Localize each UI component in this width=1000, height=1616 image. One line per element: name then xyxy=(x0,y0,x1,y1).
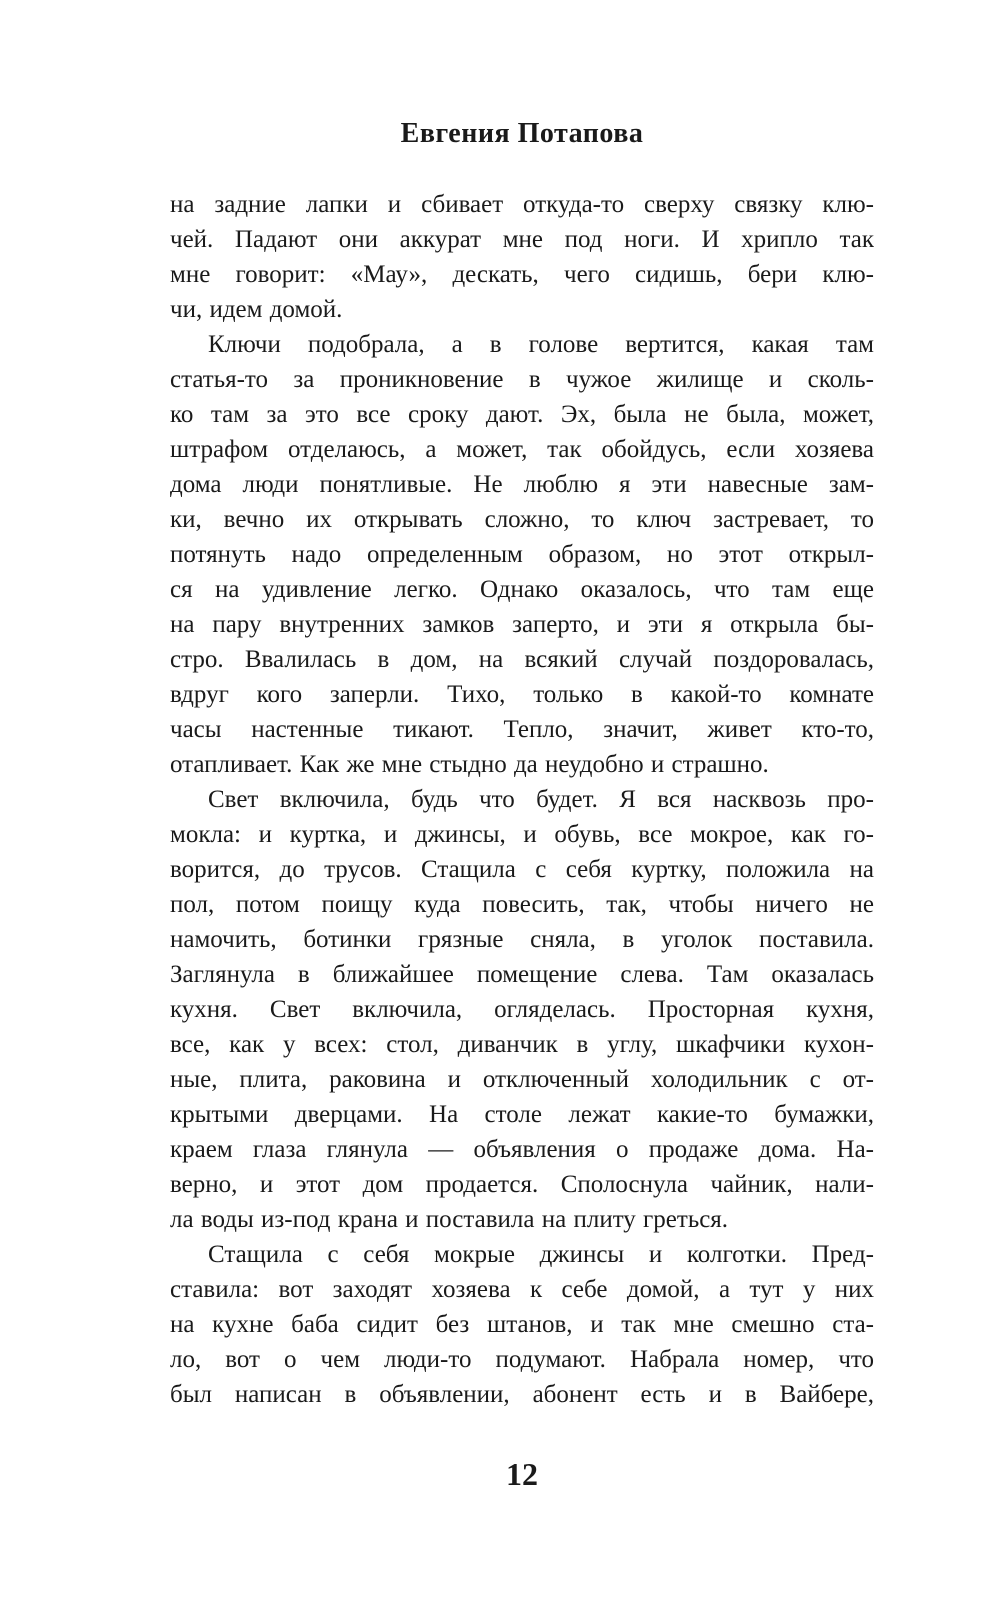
text-line: кухня. Свет включила, огляделась. Просторная кухня, xyxy=(170,996,874,1023)
text-line: Свет включила, будь что будет. Я вся насквозь про- xyxy=(208,786,874,813)
text-line: верно, и этот дом продается. Сполоснула чайник, нали- xyxy=(170,1171,874,1198)
text-line: намочить, ботинки грязные сняла, в уголок поставила. xyxy=(170,926,874,953)
text-line: часы настенные тикают. Тепло, значит, живет кто-то, xyxy=(170,716,874,743)
text-line: дома люди понятливые. Не люблю я эти навесные зам- xyxy=(170,471,874,498)
text-line: краем глаза глянула — объявления о продаже дома. На- xyxy=(170,1136,874,1163)
page-number: 12 xyxy=(506,1456,538,1492)
text-line: статья-то за проникновение в чужое жилище и сколь- xyxy=(170,366,874,393)
text-line: ся на удивление легко. Однако оказалось, что там еще xyxy=(170,576,874,603)
text-line: на пару внутренних замков заперто, и эти я открыла бы- xyxy=(170,611,874,638)
text-line: на кухне баба сидит без штанов, и так мне смешно ста- xyxy=(170,1311,874,1338)
text-line: Заглянула в ближайшее помещение слева. Там оказалась xyxy=(170,961,874,988)
text-line: мне говорит: «Мау», дескать, чего сидишь, бери клю- xyxy=(170,261,874,288)
text-line: мокла: и куртка, и джинсы, и обувь, все мокрое, как го- xyxy=(170,821,874,848)
text-line: ко там за это все сроку дают. Эх, была не была, может, xyxy=(170,401,874,428)
text-line: ставила: вот заходят хозяева к себе домой, а тут у них xyxy=(170,1276,874,1303)
text-line: Стащила с себя мокрые джинсы и колготки. Пред- xyxy=(208,1241,874,1268)
body-text xyxy=(170,187,874,1412)
text-line: был написан в объявлении, абонент есть и в Вайбере, xyxy=(170,1381,874,1408)
text-line: ворится, до трусов. Стащила с себя куртку, положила на xyxy=(170,856,874,883)
text-line: ки, вечно их открывать сложно, то ключ застревает, то xyxy=(170,506,874,533)
text-line: отапливает. Как же мне стыдно да неудобно и страшно. xyxy=(170,751,769,778)
text-line: чей. Падают они аккурат мне под ноги. И хрипло так xyxy=(170,226,874,253)
text-line: ла воды из-под крана и поставила на плиту греться. xyxy=(170,1206,729,1233)
text-line: крытыми дверцами. На столе лежат какие-то бумажки, xyxy=(170,1101,874,1128)
running-header-author: Евгения Потапова xyxy=(400,118,644,149)
text-line: ные, плита, раковина и отключенный холодильник с от- xyxy=(170,1066,874,1093)
text-line: ло, вот о чем люди-то подумают. Набрала номер, что xyxy=(170,1346,874,1373)
text-line: на задние лапки и сбивает откуда-то сверху связку клю- xyxy=(170,191,874,218)
text-line: потянуть надо определенным образом, но этот открыл- xyxy=(170,541,874,568)
text-line: чи, идем домой. xyxy=(170,296,343,323)
text-line: Ключи подобрала, а в голове вертится, какая там xyxy=(208,331,874,358)
text-line: пол, потом поищу куда повесить, так, чтобы ничего не xyxy=(170,891,874,918)
text-line: стро. Ввалилась в дом, на всякий случай поздоровалась, xyxy=(170,646,874,673)
text-line: все, как у всех: стол, диванчик в углу, шкафчики кухон- xyxy=(170,1031,874,1058)
text-line: штрафом отделаюсь, а может, так обойдусь, если хозяева xyxy=(170,436,874,463)
text-line: вдруг кого заперли. Тихо, только в какой-то комнате xyxy=(170,681,874,708)
